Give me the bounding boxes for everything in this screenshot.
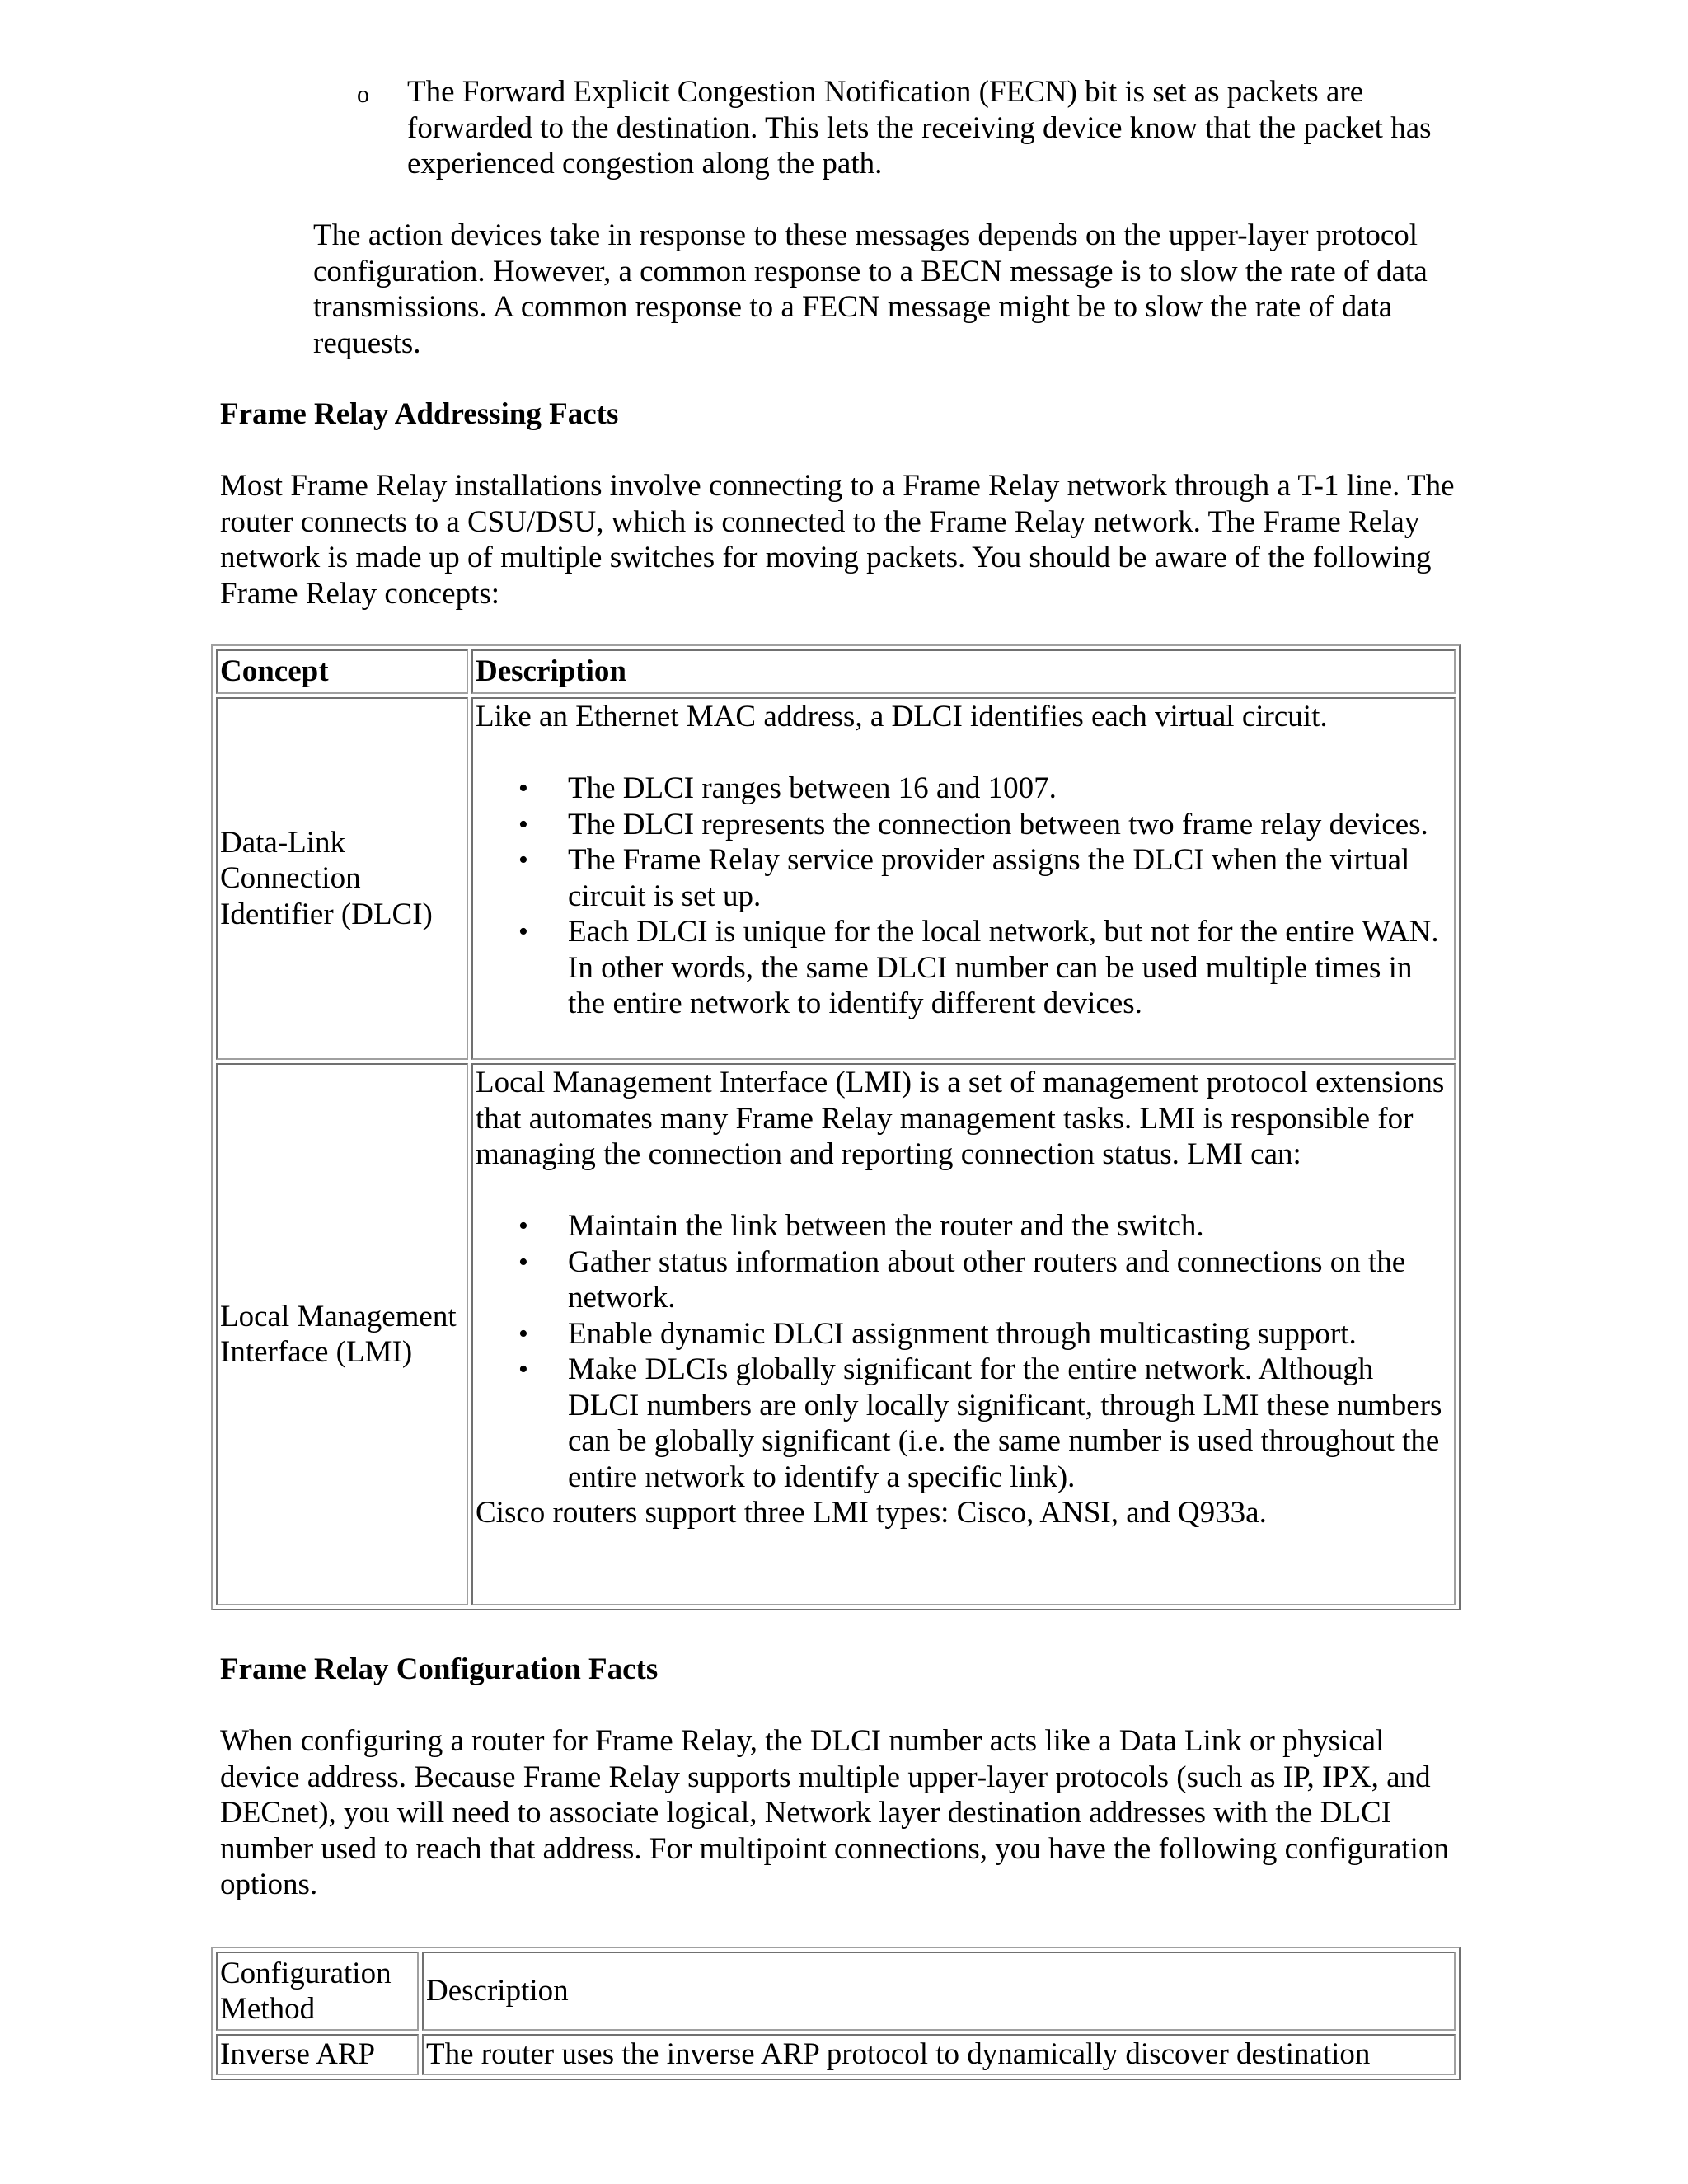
table-header-row <box>216 1952 1456 2031</box>
header-concept: Concept <box>216 649 468 694</box>
sub-bullet-marker: o <box>357 81 369 108</box>
action-paragraph: The action devices take in response to these messages depends on the upper-layer protocol configuration. However, a common response to a BECN message is to slow the rate of data transmissions. A common response to a FECN message might be to slow the rate of data requests. <box>313 218 1428 360</box>
list-item: • The DLCI ranges between 16 and 1007. <box>568 771 1451 807</box>
list-item: • Each DLCI is unique for the local network, but not for the entire WAN. In other words, the same DLCI number can be used multiple times in the entire network to identify different devices. <box>568 914 1451 1022</box>
list-item: • Enable dynamic DLCI assignment through multicasting support. <box>568 1316 1451 1352</box>
concept-cell: Local Management Interface (LMI) <box>216 1063 468 1605</box>
addressing-paragraph: Most Frame Relay installations involve connecting to a Frame Relay network through a T-1 line. The router connects to a CSU/DSU, which is connected to the Frame Relay network. The Frame Relay network is made up of multiple switches for moving packets. You should be aware of the following Frame Relay concepts: <box>220 469 1455 611</box>
method-cell: Inverse ARP <box>216 2034 419 2075</box>
description-cell: The router uses the inverse ARP protocol to dynamically discover destination <box>422 2034 1456 2075</box>
description-cell <box>471 697 1456 1060</box>
description-outro: Cisco routers support three LMI types: Cisco, ANSI, and Q933a. <box>476 1496 1267 1530</box>
list-item: • Make DLCIs globally significant for the entire network. Although DLCI numbers are only locally significant, through LMI these numbers can be globally significant (i.e. the same number is used throughout the entire network to identify a specific link). <box>568 1352 1451 1495</box>
configuration-heading: Frame Relay Configuration Facts <box>220 1652 659 1686</box>
description-cell <box>471 1063 1456 1605</box>
list-item: • Gather status information about other routers and connections on the network. <box>568 1244 1451 1316</box>
configuration-paragraph: When configuring a router for Frame Relay, the DLCI number acts like a Data Link or physical device address. Because Frame Relay supports multiple upper-layer protocols (such as IP, IPX, and DECnet), you will need to associate logical, Network layer destination addresses with the DLCI number used to reach that address. For multipoint connections, you have the following configuration options. <box>220 1724 1449 1901</box>
table-header-row <box>216 649 1456 694</box>
description-intro: Local Management Interface (LMI) is a set of management protocol extensions that automates many Frame Relay management tasks. LMI is responsible for managing the connection and reporting connection status. LMI can: <box>476 1066 1445 1171</box>
addressing-heading: Frame Relay Addressing Facts <box>220 397 619 431</box>
bullet-list <box>476 1208 1451 1495</box>
table-row <box>216 697 1456 1060</box>
description-intro: Like an Ethernet MAC address, a DLCI identifies each virtual circuit. <box>476 700 1328 733</box>
header-configuration-method: Configuration Method <box>216 1952 419 2031</box>
configuration-table <box>211 1947 1461 2080</box>
table-row <box>216 2034 1456 2075</box>
list-item: • The Frame Relay service provider assigns the DLCI when the virtual circuit is set up. <box>568 842 1451 914</box>
table-row <box>216 1063 1456 1605</box>
header-description: Description <box>422 1952 1456 2031</box>
concept-cell: Data-Link Connection Identifier (DLCI) <box>216 697 468 1060</box>
list-item: • The DLCI represents the connection between two frame relay devices. <box>568 807 1451 843</box>
fecn-bullet-text: The Forward Explicit Congestion Notification (FECN) bit is set as packets are forwarded to the destination. This lets the receiving device know that the packet has experienced congestion along the path. <box>407 75 1432 180</box>
list-item: • Maintain the link between the router and the switch. <box>568 1208 1451 1244</box>
header-description: Description <box>471 649 1456 694</box>
concepts-table <box>211 644 1461 1610</box>
bullet-list <box>476 771 1451 1022</box>
